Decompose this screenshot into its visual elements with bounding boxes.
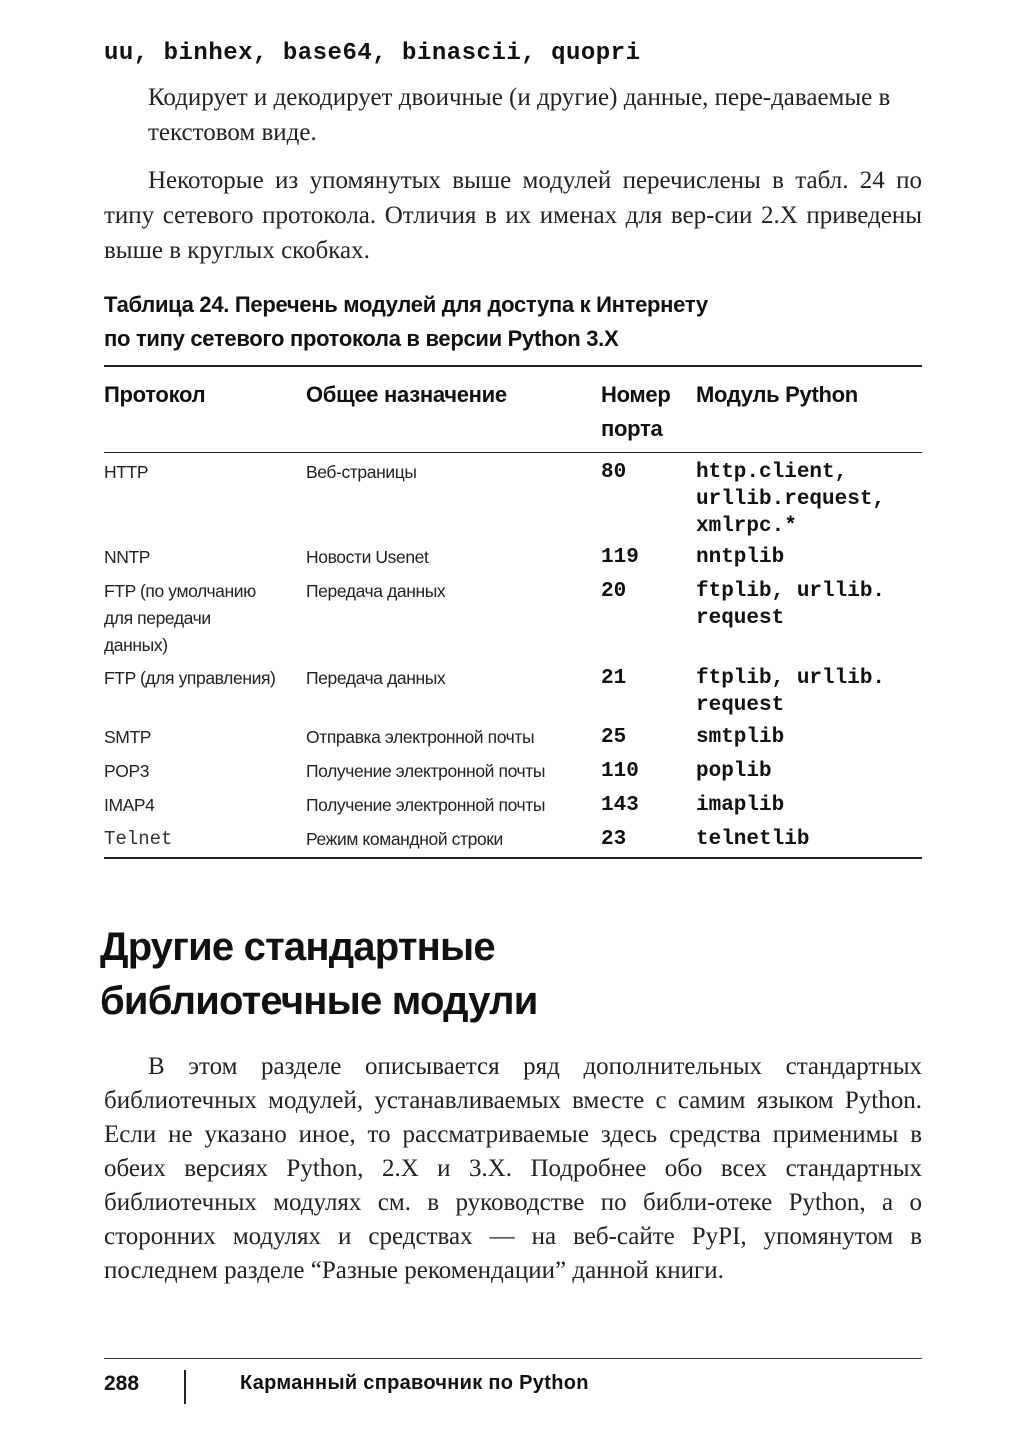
cell-protocol-line: для передачи xyxy=(104,608,211,628)
footer-rule xyxy=(104,1358,922,1359)
cell-purpose: Веб-страницы xyxy=(306,462,417,482)
cell-protocol-line: SMTP xyxy=(104,727,152,747)
col-header-port xyxy=(601,378,671,446)
cell-protocol-line: HTTP xyxy=(104,462,149,482)
table-caption xyxy=(104,288,884,356)
cell-module xyxy=(696,665,885,719)
cell-module-line: http.client, xyxy=(696,461,848,484)
cell-protocol-line: POP3 xyxy=(104,761,150,781)
cell-module-line: request xyxy=(696,694,785,717)
cell-purpose: Получение электронной почты xyxy=(306,761,546,781)
cell-port: 80 xyxy=(601,461,627,484)
cell-protocol-line: FTP (по умолчанию xyxy=(104,581,256,601)
cell-purpose: Передача данных xyxy=(306,668,446,688)
cell-protocol xyxy=(104,826,172,853)
col-header-module: Модуль Python xyxy=(696,382,858,407)
cell-protocol-line: Telnet xyxy=(104,828,173,850)
cell-port: 110 xyxy=(601,760,639,783)
page-number: 288 xyxy=(104,1372,140,1395)
section-heading-line: Другие стандартные xyxy=(100,925,495,969)
cell-module-line: ftplib, urllib. xyxy=(696,667,886,690)
intro-paragraph: Некоторые из упомянутых выше модулей перечислены в табл. 24 по типу сетевого протокола. Отличия в их именах для вер-сии 2.X приведены выше в круглых скобках. xyxy=(104,167,922,264)
cell-purpose: Новости Usenet xyxy=(306,547,429,567)
cell-port: 23 xyxy=(601,828,627,851)
cell-module-line: request xyxy=(696,607,785,630)
col-header-port-line: Номер xyxy=(601,382,671,407)
table-caption-line: Таблица 24. Перечень модулей для доступа к Интернету xyxy=(104,292,708,317)
cell-protocol xyxy=(104,724,151,751)
cell-module xyxy=(696,459,885,540)
table-caption-line: по типу сетевого протокола в версии Python 3.X xyxy=(104,326,619,351)
cell-module xyxy=(696,544,784,571)
cell-protocol xyxy=(104,758,149,785)
module-entry-title: uu, binhex, base64, binascii, quopri xyxy=(104,40,641,67)
footer-separator xyxy=(184,1370,186,1404)
cell-port: 143 xyxy=(601,794,639,817)
cell-protocol-line: FTP (для управления) xyxy=(104,668,276,688)
section-heading xyxy=(100,920,920,1028)
cell-purpose: Режим командной строки xyxy=(306,829,503,849)
cell-module xyxy=(696,578,885,632)
cell-port: 119 xyxy=(601,546,639,569)
book-title: Карманный справочник по Python xyxy=(240,1372,589,1394)
cell-module xyxy=(696,758,772,785)
table-header-rule xyxy=(104,452,922,453)
table-bottom-rule xyxy=(104,857,922,859)
table-top-rule xyxy=(104,365,922,367)
col-header-protocol: Протокол xyxy=(104,382,206,407)
col-header-purpose: Общее назначение xyxy=(306,382,507,407)
cell-purpose: Получение электронной почты xyxy=(306,795,546,815)
cell-module-line: smtplib xyxy=(696,726,785,749)
cell-protocol-line: данных) xyxy=(104,635,168,655)
cell-protocol-line: NNTP xyxy=(104,547,151,567)
cell-module-line: imaplib xyxy=(696,794,785,817)
cell-protocol-line: IMAP4 xyxy=(104,795,155,815)
col-header-port-line: порта xyxy=(601,416,663,441)
module-entry-description: Кодирует и декодирует двоичные (и другие) данные, пере-даваемые в текстовом виде. xyxy=(148,84,891,146)
cell-module xyxy=(696,826,809,853)
cell-port: 25 xyxy=(601,726,627,749)
cell-module-line: telnetlib xyxy=(696,828,810,851)
cell-protocol xyxy=(104,544,150,571)
cell-module-line: xmlrpc.* xyxy=(696,515,797,538)
cell-module-line: ftplib, urllib. xyxy=(696,580,886,603)
cell-module-line: urllib.request, xyxy=(696,488,886,511)
cell-module-line: poplib xyxy=(696,760,772,783)
cell-module xyxy=(696,792,784,819)
cell-protocol xyxy=(104,459,148,486)
cell-module-line: nntplib xyxy=(696,546,785,569)
cell-purpose: Отправка электронной почты xyxy=(306,727,535,747)
cell-protocol xyxy=(104,792,155,819)
cell-protocol xyxy=(104,578,256,659)
cell-port: 21 xyxy=(601,667,627,690)
cell-protocol xyxy=(104,665,275,692)
section-paragraph: В этом разделе описывается ряд дополнительных стандартных библиотечных модулей, устанавливаемых вместе с самим языком Python. Если не указано иное, то рассматриваемые здесь средства применимы в обеих версиях Python, 2.X и 3.X. Подробнее обо всех стандартных библиотечных модулях см. в руководстве по библи-отеке Python, а о сторонних модулях и средствах — на веб-сайте PyPI, упомянутом в последнем разделе “Разные рекомендации” данной книги. xyxy=(104,1053,922,1284)
cell-port: 20 xyxy=(601,580,627,603)
cell-purpose: Передача данных xyxy=(306,581,446,601)
section-heading-line: библиотечные модули xyxy=(100,979,538,1023)
cell-module xyxy=(696,724,784,751)
